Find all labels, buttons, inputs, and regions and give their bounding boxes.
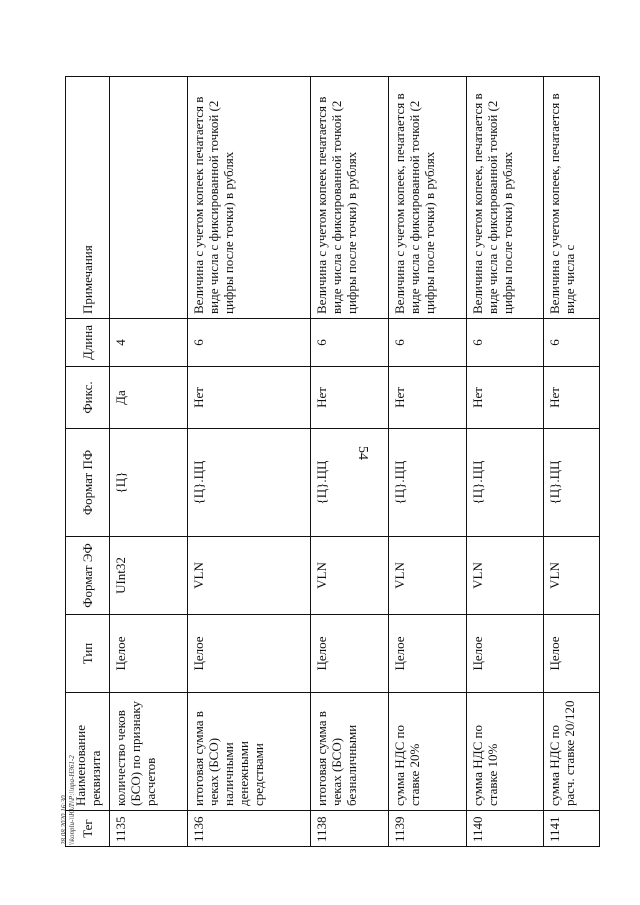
cell-type: Целое: [466, 615, 544, 693]
cell-format-ef: VLN: [187, 537, 310, 615]
cell-length: 6: [310, 319, 388, 367]
table-header-row: [66, 77, 110, 847]
cell-format-pf: {Ц}: [110, 429, 188, 537]
header-fixed: Фикс.: [66, 367, 110, 429]
cell-format-pf: {Ц}.ЦЦ: [544, 429, 600, 537]
header-tag: Тег: [66, 811, 110, 847]
cell-fixed: Нет: [388, 367, 466, 429]
cell-notes: Величина с учетом копеек, печатается в виде числа с фиксированной точкой (2 цифры после точки) в рублях: [388, 77, 466, 319]
cell-name: количество чеков (БСО) по признаку расчетов: [110, 693, 188, 811]
header-format-ef: Формат ЭФ: [66, 537, 110, 615]
cell-length: 6: [187, 319, 310, 367]
cell-notes: Величина с учетом копеек печатается в виде числа с фиксированной точкой (2 цифры после точки) в рублях: [310, 77, 388, 319]
cell-notes: Величина с учетом копеек, печатается в виде числа с фиксированной точкой (2 цифры после точки) в рублях: [466, 77, 544, 319]
cell-length: 6: [388, 319, 466, 367]
cell-tag: 1138: [310, 811, 388, 847]
cell-length: 4: [110, 319, 188, 367]
cell-name: сумма НДС по расч. ставке 20/120: [544, 693, 600, 811]
header-name: Наименование реквизита: [66, 693, 110, 811]
table-row: [544, 77, 600, 847]
header-format-pf: Формат ПФ: [66, 429, 110, 537]
cell-length: 6: [466, 319, 544, 367]
footer-path: \\konplu-\\ЮЛ\\Р:\\пра-Н361-2: [68, 755, 76, 845]
cell-name: сумма НДС по ставке 20%: [388, 693, 466, 811]
cell-format-ef: UInt32: [110, 537, 188, 615]
cell-type: Целое: [544, 615, 600, 693]
cell-tag: 1140: [466, 811, 544, 847]
footer-timestamp: 28.08.2020 16:30: [60, 795, 68, 845]
header-notes: Примечания: [66, 77, 110, 319]
cell-type: Целое: [187, 615, 310, 693]
cell-notes: Величина с учетом копеек, печатается в виде числа с: [544, 77, 600, 319]
cell-format-pf: {Ц}.ЦЦ: [388, 429, 466, 537]
table-row: [110, 77, 188, 847]
cell-format-pf: {Ц}.ЦЦ: [187, 429, 310, 537]
cell-type: Целое: [310, 615, 388, 693]
cell-name: итоговая сумма в чеках (БСО) наличными денежными средствами: [187, 693, 310, 811]
header-length: Длина: [66, 319, 110, 367]
cell-format-ef: VLN: [544, 537, 600, 615]
cell-fixed: Нет: [187, 367, 310, 429]
cell-type: Целое: [388, 615, 466, 693]
cell-type: Целое: [110, 615, 188, 693]
requisites-table: [65, 76, 600, 847]
table-row: [310, 77, 388, 847]
cell-tag: 1135: [110, 811, 188, 847]
table-row: [388, 77, 466, 847]
cell-tag: 1141: [544, 811, 600, 847]
cell-format-ef: VLN: [466, 537, 544, 615]
cell-format-pf: {Ц}.ЦЦ: [466, 429, 544, 537]
header-type: Тип: [66, 615, 110, 693]
cell-name: итоговая сумма в чеках (БСО) безналичными: [310, 693, 388, 811]
page-number: 54: [354, 445, 370, 460]
cell-fixed: Да: [110, 367, 188, 429]
cell-format-ef: VLN: [388, 537, 466, 615]
print-footer: [60, 755, 76, 845]
cell-length: 6: [544, 319, 600, 367]
cell-fixed: Нет: [310, 367, 388, 429]
cell-name: сумма НДС по ставке 10%: [466, 693, 544, 811]
cell-tag: 1136: [187, 811, 310, 847]
cell-format-pf: {Ц}.ЦЦ: [310, 429, 388, 537]
cell-fixed: Нет: [544, 367, 600, 429]
table-row: [466, 77, 544, 847]
cell-notes: Величина с учетом копеек печатается в виде числа с фиксированной точкой (2 цифры после точки) в рублях: [187, 77, 310, 319]
cell-fixed: Нет: [466, 367, 544, 429]
cell-tag: 1139: [388, 811, 466, 847]
table-row: [187, 77, 310, 847]
requisites-table-wrapper: [65, 77, 600, 847]
cell-notes: [110, 77, 188, 319]
cell-format-ef: VLN: [310, 537, 388, 615]
